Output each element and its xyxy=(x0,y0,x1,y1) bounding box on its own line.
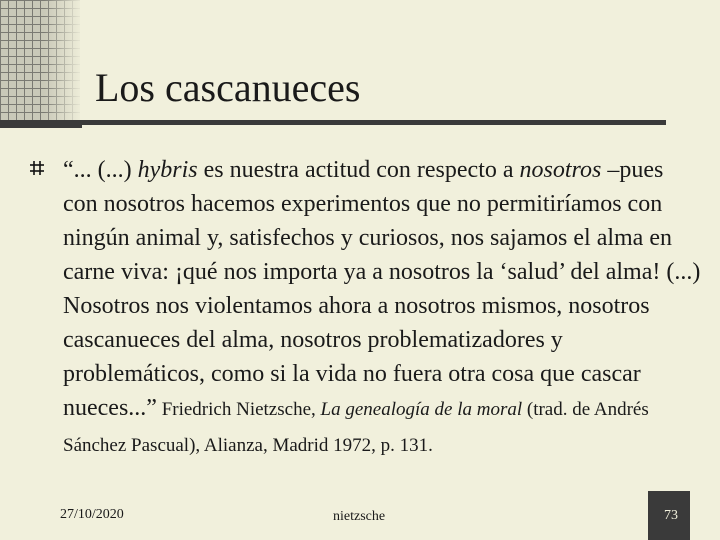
grid-fade-overlay xyxy=(0,0,80,122)
citation-author: Friedrich Nietzsche, xyxy=(156,399,321,420)
title-underline-rule xyxy=(0,120,666,125)
quote-part-1: “... (...) xyxy=(63,157,138,183)
citation-details: (trad. de Andrés Sánchez Pascual), Alianza, Madrid 1972, p. 131. xyxy=(63,399,649,456)
slide-title: Los cascanueces xyxy=(95,65,361,110)
quote-hybris: hybris xyxy=(137,157,198,183)
quote-part-5: –pues con nosotros hacemos experimentos que no permitiríamos con ningún animal y, satisfechos y curiosos, nos sajamos el alma en carne viva: ¡qué nos importa ya a nosotros la ‘salud’ del alma! (...) Nosotros nos violentamos ahora a nosotros mismos, nosotros cascanueces del alma, nosotros problematizadores y problemáticos, como si la vida no fuera otra cosa que cascar nueces...” xyxy=(63,157,701,421)
title-rule-left-block xyxy=(0,120,82,128)
page-number: 73 xyxy=(664,508,678,523)
quote-nosotros: nosotros xyxy=(519,157,602,183)
quote-text xyxy=(63,153,703,463)
footer-label: nietzsche xyxy=(333,509,386,524)
citation-book-title: La genealogía de la moral xyxy=(320,399,523,420)
quote-part-3: es nuestra actitud con respecto a xyxy=(197,157,520,183)
footer-date: 27/10/2020 xyxy=(60,507,124,522)
hash-bullet-icon xyxy=(29,160,45,176)
